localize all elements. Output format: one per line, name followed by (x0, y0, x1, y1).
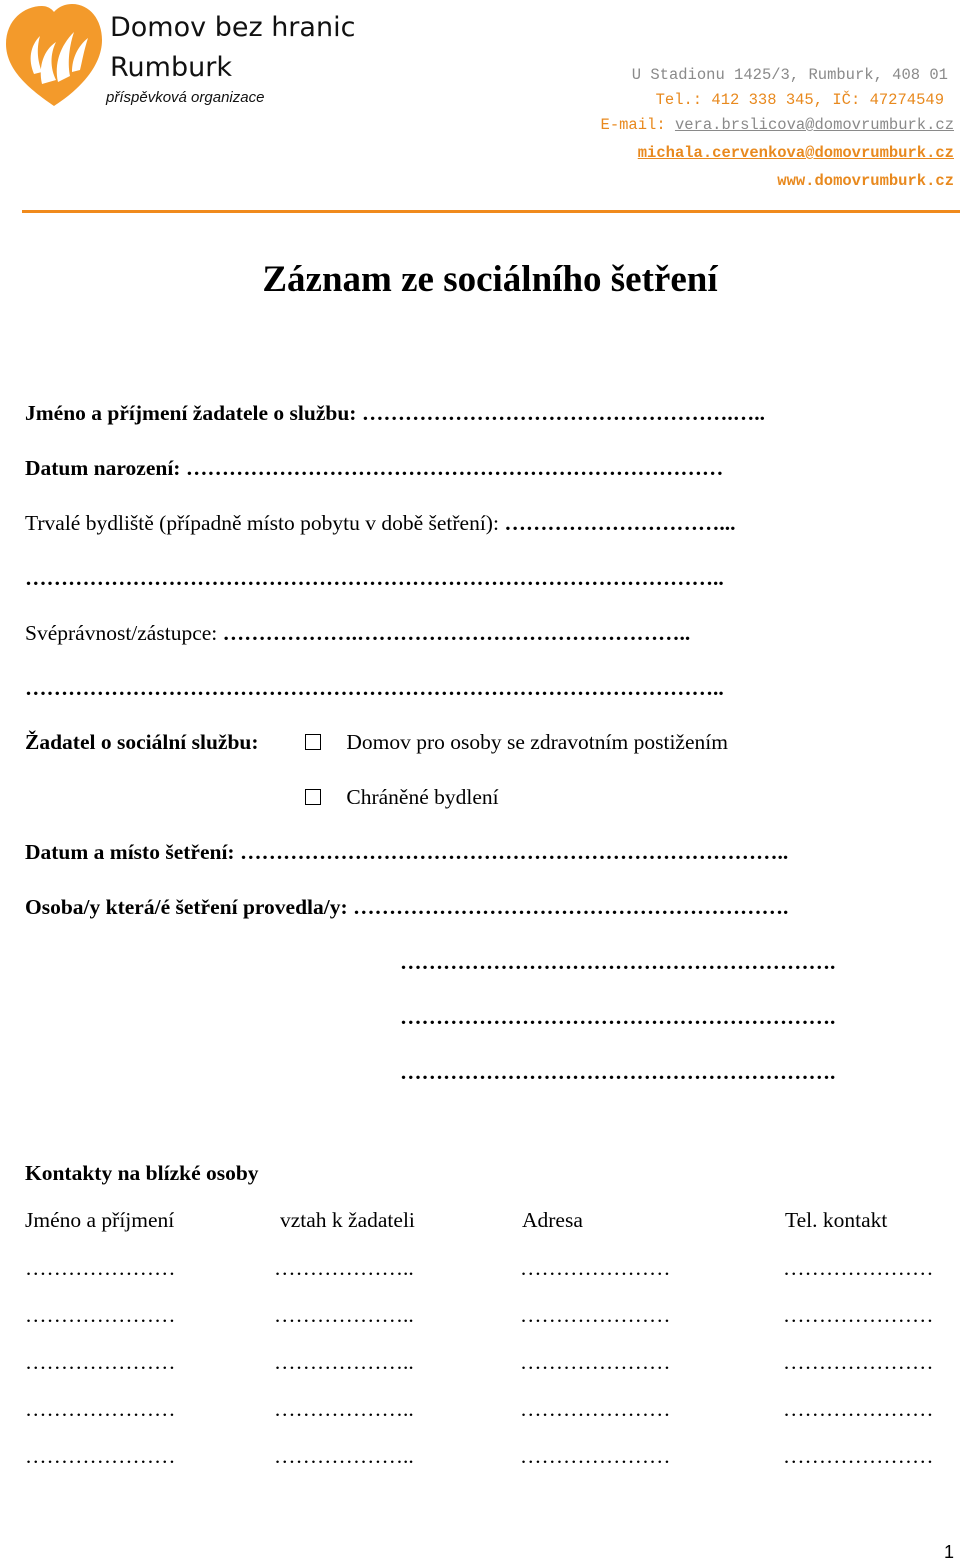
capacity-dots: ……………….……………………………………….. (222, 621, 691, 645)
org-name-line1: Domov bez hranic (110, 12, 356, 43)
performed-by-field[interactable] (25, 895, 788, 920)
name-field[interactable] (25, 401, 765, 426)
service-field (25, 730, 259, 755)
contact-cell[interactable]: ………………… (520, 1397, 671, 1421)
contacts-col-address: Adresa (522, 1208, 583, 1232)
contact-cell[interactable]: ………………… (520, 1303, 671, 1327)
contact-cell[interactable]: ………………… (520, 1256, 671, 1280)
name-label: Jméno a příjmení žadatele o službu: (25, 401, 357, 425)
contact-cell[interactable]: ………………… (25, 1303, 176, 1327)
service-label: Žadatel o sociální službu: (25, 730, 259, 754)
org-subtitle: příspěvková organizace (106, 89, 265, 106)
capacity-field[interactable] (25, 621, 690, 646)
date-place-field[interactable] (25, 840, 788, 865)
residence-label: Trvalé bydliště (případně místo pobytu v době šetření): (25, 511, 499, 535)
contacts-col-name: Jméno a příjmení (25, 1208, 175, 1232)
date-place-dots: ………………………………………………………………….. (239, 840, 789, 864)
contact-cell[interactable]: ………………… (783, 1256, 934, 1280)
phone-value: 412 338 345, (711, 91, 824, 109)
contacts-heading: Kontakty na blízké osoby (25, 1161, 259, 1185)
performed-by-dots-1: ……………………………………………………. (353, 895, 789, 919)
dob-label: Datum narození: (25, 456, 181, 480)
contact-cell[interactable]: ………………… (520, 1444, 671, 1468)
contact-cell[interactable]: ………………… (25, 1444, 176, 1468)
performed-by-line-2[interactable]: ……………………………………………………. (400, 950, 836, 974)
organization-logo (4, 2, 104, 108)
header-divider (22, 210, 960, 213)
contact-cell[interactable]: ……………….. (274, 1350, 414, 1374)
website-link[interactable]: www.domovrumburk.cz (777, 172, 954, 190)
checkbox-icon[interactable] (305, 734, 321, 750)
contacts-col-phone: Tel. kontakt (785, 1208, 888, 1232)
email-link-2[interactable]: michala.cervenkova@domovrumburk.cz (637, 144, 954, 162)
page-number: 1 (943, 1542, 954, 1562)
contact-cell[interactable]: ………………… (520, 1350, 671, 1374)
ic-value: 47274549 (869, 91, 944, 109)
phone-label: Tel.: (655, 91, 703, 109)
service-option-2-label: Chráněné bydlení (346, 785, 499, 809)
address: U Stadionu 1425/3, Rumburk, 408 01 (631, 66, 948, 84)
contact-cell[interactable]: ………………… (783, 1350, 934, 1374)
contact-cell[interactable]: ……………….. (274, 1303, 414, 1327)
email-label: E-mail: (600, 116, 666, 134)
performed-by-line-3[interactable]: ……………………………………………………. (400, 1005, 836, 1029)
contact-cell[interactable]: ……………….. (274, 1397, 414, 1421)
contact-cell[interactable]: ……………….. (274, 1256, 414, 1280)
residence-line2[interactable]: …………………………………………………………………………………….. (25, 566, 724, 590)
name-dots: …………………………………………….….. (361, 401, 765, 425)
service-option-2[interactable] (305, 785, 499, 810)
checkbox-icon[interactable] (305, 789, 321, 805)
ic-label: IČ: (832, 91, 861, 109)
contact-cell[interactable]: ………………… (25, 1256, 176, 1280)
service-option-1[interactable] (305, 730, 728, 755)
email-line (601, 116, 954, 134)
residence-field[interactable] (25, 511, 735, 536)
capacity-label: Svéprávnost/zástupce: (25, 621, 218, 645)
date-place-label: Datum a místo šetření: (25, 840, 235, 864)
residence-dots: …………………………... (504, 511, 736, 535)
performed-by-line-4[interactable]: ……………………………………………………. (400, 1060, 836, 1084)
dob-field[interactable] (25, 456, 723, 481)
contact-cell[interactable]: ………………… (783, 1303, 934, 1327)
contact-cell[interactable]: ………………… (783, 1444, 934, 1468)
phone-line (656, 91, 944, 109)
org-name-line2: Rumburk (110, 52, 232, 83)
capacity-line2[interactable]: …………………………………………………………………………………….. (25, 676, 724, 700)
contact-cell[interactable]: ……………….. (274, 1444, 414, 1468)
contact-cell[interactable]: ………………… (25, 1350, 176, 1374)
dob-dots: ………………………………………………………………… (185, 456, 724, 480)
contact-cell[interactable]: ………………… (25, 1397, 176, 1421)
document-title: Záznam ze sociálního šetření (262, 259, 718, 300)
service-option-1-label: Domov pro osoby se zdravotním postižením (346, 730, 728, 754)
email-link-1[interactable]: vera.brslicova@domovrumburk.cz (674, 116, 954, 134)
contact-cell[interactable]: ………………… (783, 1397, 934, 1421)
contacts-col-relation: vztah k žadateli (280, 1208, 415, 1232)
performed-by-label: Osoba/y která/é šetření provedla/y: (25, 895, 348, 919)
